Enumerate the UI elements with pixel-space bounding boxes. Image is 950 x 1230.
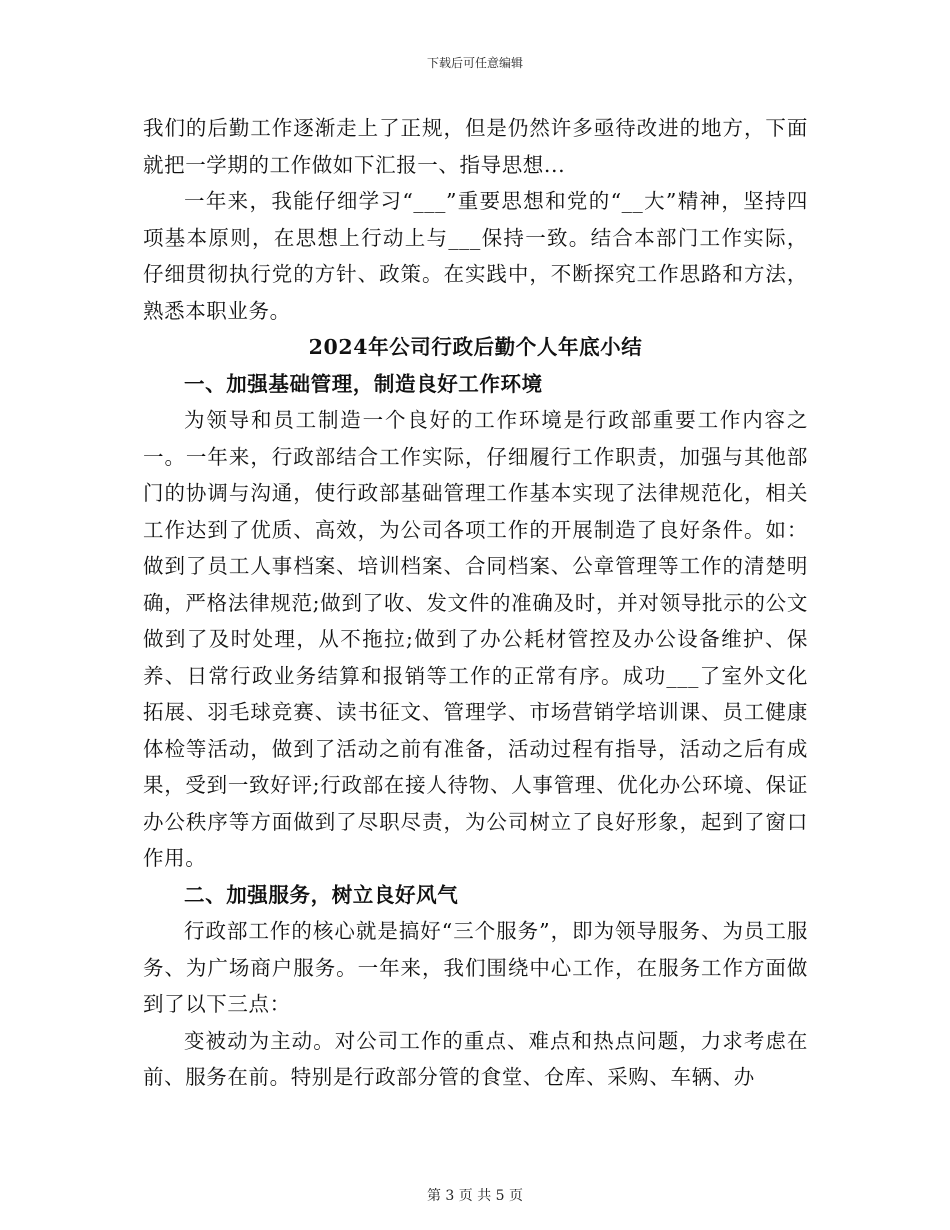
paragraph-three-services: 行政部工作的核心就是搞好“三个服务”，即为领导服务、为员工服务、为广场商户服务。一年来，我们围绕中心工作，在服务工作方面做到了以下三点： xyxy=(143,919,808,1016)
paragraph-guiding-thought: 一年来，我能仔细学习“___”重要思想和党的“__大”精神，坚持四项基本原则，在思想上行动上与___保持一致。结合本部门工作实际，仔细贯彻执行党的方针、政策。在实践中，不断探究工作思路和方法，熟悉本职业务。 xyxy=(143,189,808,323)
document-title: 2024年公司行政后勤个人年底小结 xyxy=(308,335,643,359)
document-body xyxy=(143,110,808,1096)
page-number: 第 3 页 共 5 页 xyxy=(426,1188,524,1204)
header-note: 下载后可任意编辑 xyxy=(426,56,523,70)
paragraph-basic-management: 为领导和员工制造一个良好的工作环境是行政部重要工作内容之一。一年来，行政部结合工作实际，仔细履行工作职责，加强与其他部门的协调与沟通，使行政部基础管理工作基本实现了法律规范化，相关工作达到了优质、高效，为公司各项工作的开展制造了良好条件。如：做到了员工人事档案、培训档案、合同档案、公章管理等工作的清楚明确，严格法律规范;做到了收、发文件的准确及时，并对领导批示的公文做到了及时处理，从不拖拉;做到了办公耗材管控及办公设备维护、保养、日常行政业务结算和报销等工作的正常有序。成功___了室外文化拓展、羽毛球竞赛、读书征文、管理学、市场营销学培训课、员工健康体检等活动，做到了活动之前有准备，活动过程有指导，活动之后有成果，受到一致好评;行政部在接人待物、人事管理、优化办公环境、保证办公秩序等方面做到了尽职尽责，为公司树立了良好形象，起到了窗口作用。 xyxy=(143,408,808,870)
section-heading-1: 一、加强基础管理，制造良好工作环境 xyxy=(184,371,543,396)
section-heading-2: 二、加强服务，树立良好风气 xyxy=(184,882,459,907)
paragraph-continuation: 我们的后勤工作逐渐走上了正规，但是仍然许多亟待改进的地方，下面就把一学期的工作做如下汇报一、指导思想... xyxy=(143,116,808,177)
paragraph-proactive: 变被动为主动。对公司工作的重点、难点和热点问题，力求考虑在前、服务在前。特别是行政部分管的食堂、仓库、采购、车辆、办 xyxy=(143,1028,808,1089)
